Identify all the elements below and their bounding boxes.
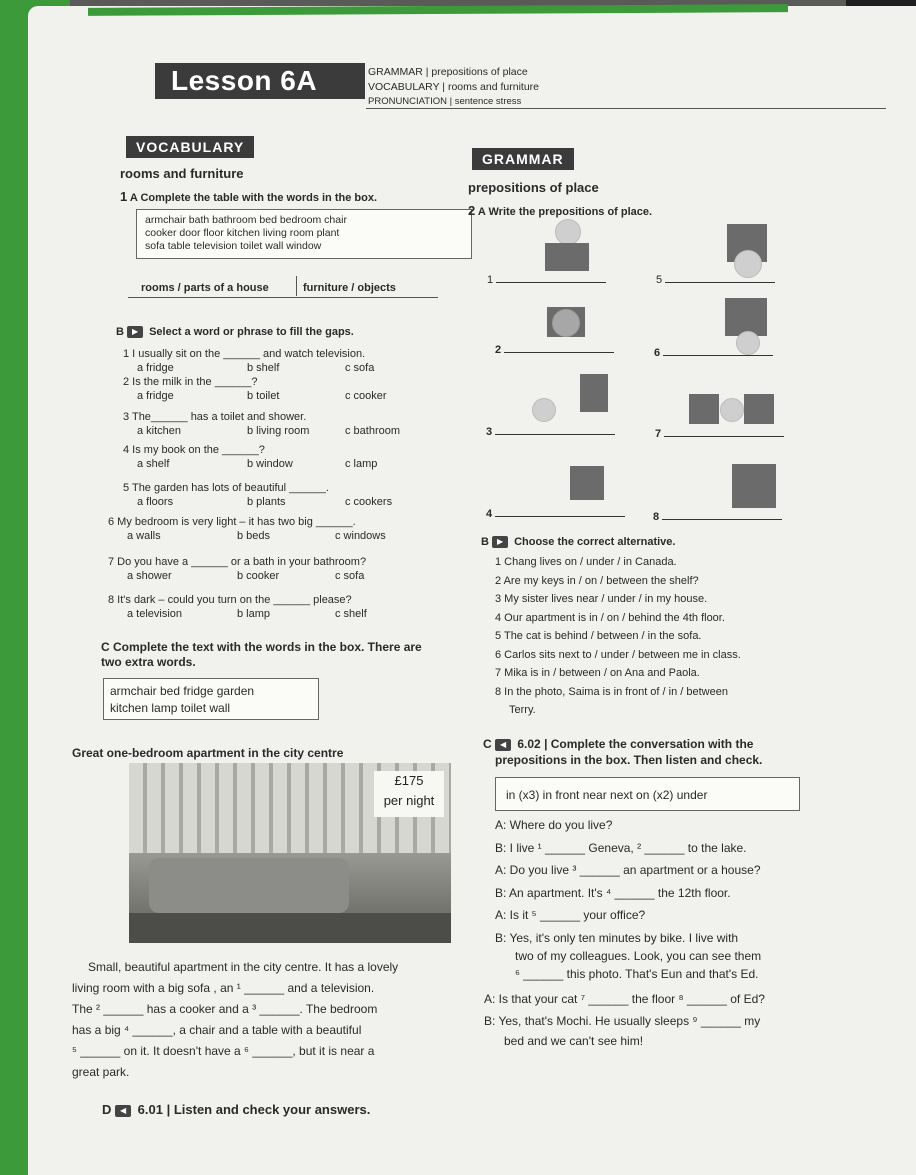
ex2c-audio-number: 6.02: [517, 737, 541, 751]
choose-item: 2 Are my keys in / on / between the shelf?: [495, 574, 699, 587]
conversation-line: B: Yes, that's Mochi. He usually sleeps ⁹ ______ my: [484, 1014, 761, 1028]
answer-option: a walls: [127, 530, 161, 542]
sofa-shape: [149, 858, 349, 913]
answer-option: c cooker: [345, 390, 387, 402]
ex1-number: 1: [120, 189, 128, 204]
floor-shape: [129, 913, 451, 943]
box-8: [732, 464, 776, 508]
c-box-line: kitchen lamp toilet wall: [110, 701, 231, 715]
answer-option: a floors: [137, 496, 174, 508]
answer-option: c windows: [335, 530, 386, 542]
answer-option: c sofa: [345, 362, 375, 374]
conversation-line: A: Is that your cat ⁷ ______ the floor ⁸ ______ of Ed?: [484, 992, 765, 1006]
ex1b-instruction: [116, 326, 354, 338]
box-7b: [744, 394, 774, 424]
word-box-line: cooker door floor kitchen living room plant: [145, 227, 340, 239]
pic-number: 5: [656, 274, 663, 286]
audio-icon[interactable]: ◀: [115, 1105, 131, 1117]
ex1c-instruction-line2: two extra words.: [101, 655, 196, 669]
price-tag: [374, 771, 444, 817]
ex2b-instruction: [481, 536, 675, 548]
pic-number: 4: [486, 508, 493, 520]
conversation-line: B: An apartment. It's ⁴ ______ the 12th floor.: [495, 886, 731, 900]
pic-number-3: [486, 426, 615, 438]
grammar-heading: GRAMMAR: [472, 148, 574, 170]
answer-option: b plants: [247, 496, 286, 508]
select-icon: ▶: [492, 536, 508, 548]
choose-item: 6 Carlos sits next to / under / between me in class.: [495, 648, 741, 661]
choose-item: 3 My sister lives near / under / in my house.: [495, 593, 708, 605]
answer-option: b cooker: [237, 570, 280, 582]
conversation-line: A: Do you live ³ ______ an apartment or a house?: [495, 863, 761, 877]
ex2a-instruction: [468, 203, 652, 218]
ball-on-box-1: [555, 219, 581, 245]
ex2c-instruction: [483, 737, 753, 751]
answer-option: a shelf: [137, 458, 170, 470]
answer-option: c shelf: [335, 608, 367, 620]
box-4: [570, 466, 604, 500]
answer-option: b toilet: [247, 390, 280, 402]
pic-number-7: [655, 428, 784, 440]
answer-option: a fridge: [137, 390, 174, 402]
pic-number: 6: [654, 347, 661, 359]
answer-option: b shelf: [247, 362, 280, 374]
box-7a: [689, 394, 719, 424]
choose-item: 5 The cat is behind / between / in the sofa.: [495, 630, 702, 642]
answer-option: b lamp: [237, 608, 271, 620]
lesson-title: Lesson 6A: [155, 63, 365, 99]
ball-in-box-2: [552, 309, 580, 337]
ex1b-letter: B: [116, 326, 124, 338]
pic-number: 7: [655, 428, 662, 440]
header-vocabulary: VOCABULARY | rooms and furniture: [368, 81, 539, 93]
ex1d-instruction: [102, 1102, 370, 1117]
ad-text-line: great park.: [72, 1065, 130, 1079]
answer-option: b beds: [237, 530, 271, 542]
question-text: 2 Is the milk in the ______?: [123, 376, 258, 388]
ex1d-letter: D: [102, 1102, 112, 1117]
choose-item: 1 Chang lives on / under / in Canada.: [495, 556, 677, 568]
ex2-number: 2: [468, 203, 476, 218]
header-pronunciation: PRONUNCIATION | sentence stress: [368, 96, 522, 107]
box-3: [580, 374, 608, 412]
table-rule: [128, 297, 438, 298]
conversation-line: A: Where do you live?: [495, 818, 613, 832]
ex2c-letter: C: [483, 737, 492, 751]
header-grammar: GRAMMAR | prepositions of place: [368, 66, 528, 78]
vocabulary-heading: VOCABULARY: [126, 136, 254, 158]
table-divider: [296, 276, 297, 296]
pic-number: 3: [486, 426, 493, 438]
ad-text-line: has a big ⁴ ______, a chair and a table with a beautiful: [72, 1023, 362, 1037]
price-sub: per night: [383, 793, 435, 808]
audio-icon[interactable]: ◀: [495, 739, 511, 751]
answer-option: b living room: [247, 425, 310, 437]
pic-number-4: [486, 508, 625, 520]
vocab-word-box: [136, 209, 472, 259]
select-icon: ▶: [127, 326, 143, 338]
ex1d-audio-number: 6.01: [137, 1102, 163, 1117]
answer-option: a fridge: [137, 362, 174, 374]
grammar-subtitle: prepositions of place: [468, 180, 599, 195]
pic-number: 1: [487, 274, 494, 286]
table-header-furniture: furniture / objects: [303, 282, 396, 294]
pic-number: 8: [653, 511, 660, 523]
header-rule: [366, 108, 886, 109]
conversation-line: ⁶ ______ this photo. That's Eun and that's Ed.: [515, 967, 759, 981]
word-box-line: armchair bath bathroom bed bedroom chair: [145, 214, 347, 226]
question-text: 7 Do you have a ______ or a bath in your bathroom?: [108, 556, 367, 568]
ad-title: Great one-bedroom apartment in the city centre: [72, 746, 344, 760]
conversation-line: B: I live ¹ ______ Geneva, ² ______ to the lake.: [495, 841, 747, 855]
choose-item: 8 In the photo, Saima is in front of / in / between: [495, 685, 728, 698]
conversation-line: B: Yes, it's only ten minutes by bike. I live with: [495, 931, 739, 945]
word-box-line: sofa table television toilet wall window: [145, 240, 322, 252]
textbook-page: [28, 6, 916, 1175]
ad-text-line: ⁵ ______ on it. It doesn't have a ⁶ ______, but it is near a: [72, 1044, 375, 1058]
answer-option: a kitchen: [137, 425, 182, 437]
vocabulary-subtitle: rooms and furniture: [120, 166, 244, 181]
ex2c-text-line2: prepositions in the box. Then listen and check.: [495, 753, 763, 767]
pic-number-6: [654, 347, 773, 359]
top-green-stripe: [88, 4, 788, 16]
apartment-photo: [129, 763, 451, 943]
price-value: £175: [394, 773, 424, 788]
ex2b-text: Choose the correct alternative.: [514, 536, 676, 548]
c-word-box: [103, 678, 319, 720]
pic-number-5: [656, 274, 775, 286]
table-header-rooms: rooms / parts of a house: [141, 282, 269, 294]
question-text: 5 The garden has lots of beautiful ______.: [123, 482, 329, 494]
answer-option: c lamp: [345, 458, 378, 470]
answer-option: a shower: [127, 570, 172, 582]
answer-option: b window: [247, 458, 293, 470]
answer-option: c sofa: [335, 570, 365, 582]
pic-number-8: [653, 511, 782, 523]
ex2a-text: A Write the prepositions of place.: [477, 206, 653, 218]
question-text: 1 I usually sit on the ______ and watch television.: [123, 348, 366, 360]
answer-option: c bathroom: [345, 425, 401, 437]
box-1: [545, 243, 589, 271]
preposition-box: in (x3) in front near next on (x2) under: [495, 777, 800, 811]
question-text: 3 The______ has a toilet and shower.: [123, 411, 307, 423]
ball-between-boxes-7: [720, 398, 744, 422]
pic-number-1: [487, 274, 606, 286]
ad-text-line: Small, beautiful apartment in the city centre. It has a lovely: [88, 960, 399, 974]
ex1d-text: | Listen and check your answers.: [166, 1102, 371, 1117]
conversation-line: A: Is it ⁵ ______ your office?: [495, 908, 646, 922]
answer-option: c cookers: [345, 496, 393, 508]
ball-next-to-box-3: [532, 398, 556, 422]
choose-item: 7 Mika is in / between / on Ana and Paola.: [495, 667, 700, 679]
ex1b-text: Select a word or phrase to fill the gaps.: [149, 326, 354, 338]
ex2b-letter: B: [481, 536, 489, 548]
conversation-line: two of my colleagues. Look, you can see them: [515, 949, 762, 963]
question-text: 6 My bedroom is very light – it has two big ______.: [108, 516, 356, 528]
question-text: 4 Is my book on the ______?: [123, 444, 265, 456]
question-text: 8 It's dark – could you turn on the ______ please?: [108, 594, 352, 606]
pic-number: 2: [495, 344, 502, 356]
pic-number-2: [495, 344, 614, 356]
conversation-line: bed and we can't see him!: [504, 1034, 644, 1048]
ex1a-instruction: [120, 189, 377, 204]
choose-item: 4 Our apartment is in / on / behind the 4th floor.: [495, 611, 725, 624]
ex1a-text: A Complete the table with the words in the box.: [129, 192, 377, 204]
ad-text-line: living room with a big sofa , an ¹ ______ and a television.: [72, 981, 375, 995]
ex1c-instruction-line1: C Complete the text with the words in the box. There are: [101, 640, 422, 654]
ex2c-text-line1: | Complete the conversation with the: [544, 737, 754, 751]
ad-text-line: The ² ______ has a cooker and a ³ ______. The bedroom: [72, 1002, 378, 1016]
choose-item: Terry.: [509, 704, 536, 716]
answer-option: a television: [127, 608, 183, 620]
c-box-line: armchair bed fridge garden: [110, 684, 255, 698]
